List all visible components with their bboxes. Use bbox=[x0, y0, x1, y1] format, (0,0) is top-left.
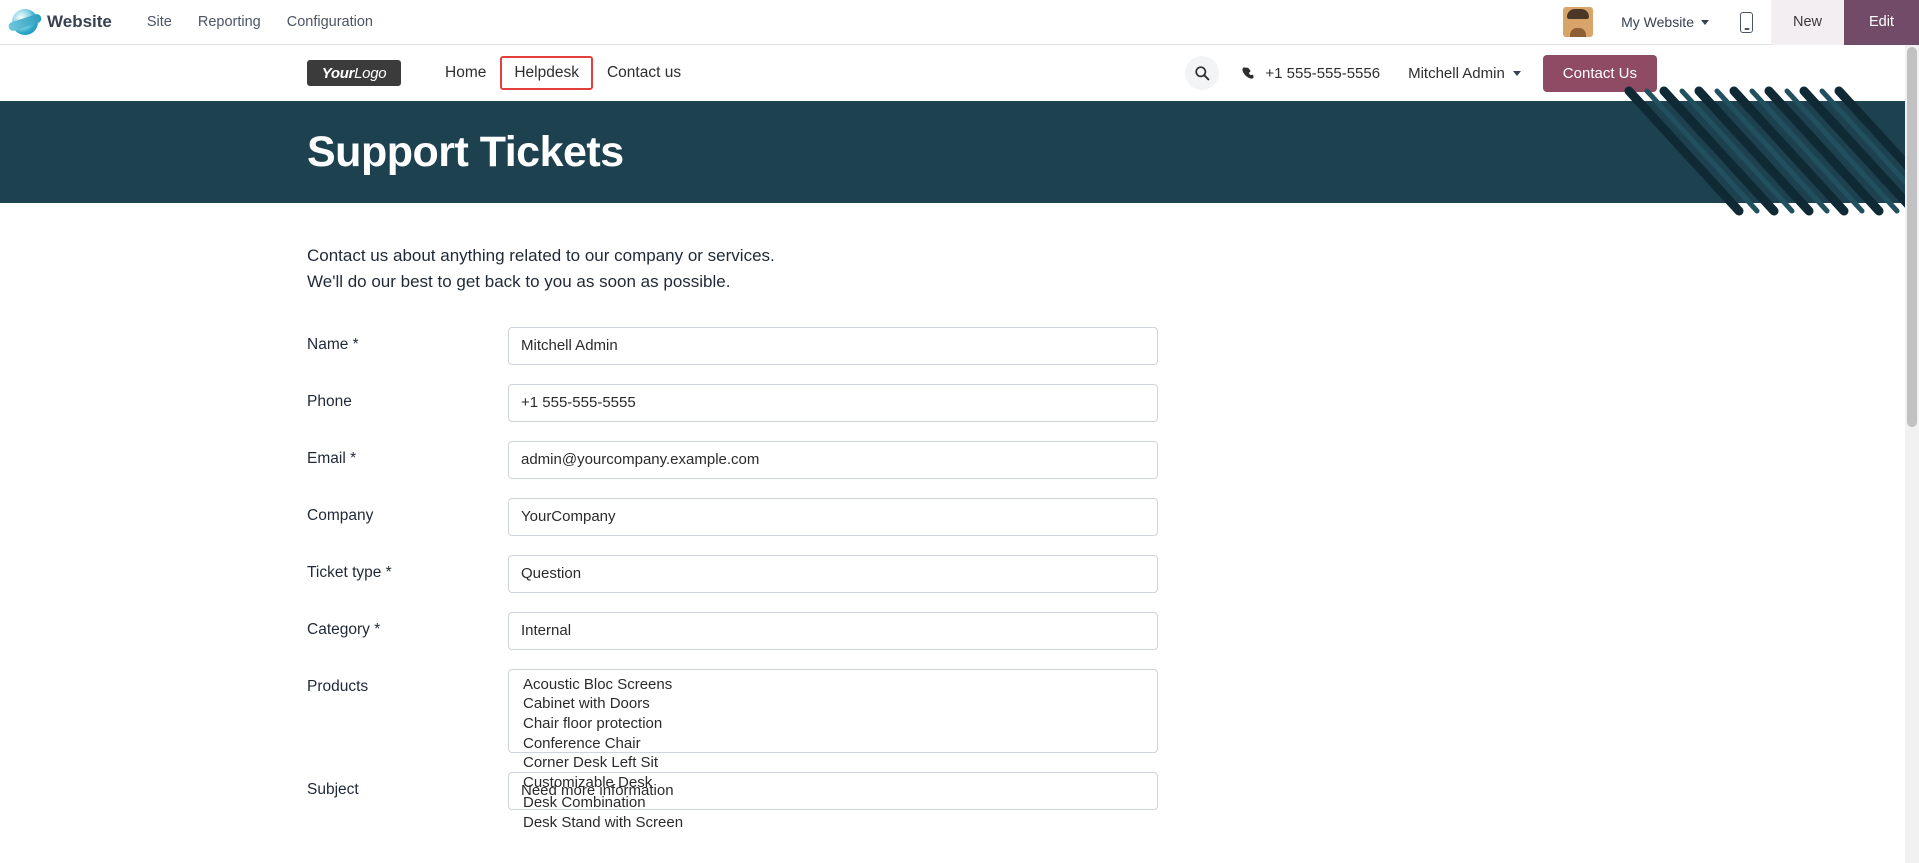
page-scrollbar[interactable] bbox=[1905, 45, 1919, 863]
nav-link-home[interactable]: Home bbox=[445, 64, 487, 81]
label-ticket-type: Ticket type * bbox=[307, 563, 392, 581]
phone-link[interactable] bbox=[1241, 65, 1380, 82]
backend-menu-left bbox=[0, 0, 386, 44]
edit-button[interactable]: Edit bbox=[1844, 0, 1919, 45]
search-icon[interactable] bbox=[1185, 56, 1219, 90]
website-nav-links bbox=[431, 56, 695, 90]
list-item[interactable]: Customizable Desk bbox=[523, 774, 653, 792]
menu-reporting[interactable]: Reporting bbox=[197, 14, 261, 30]
label-email: Email * bbox=[307, 449, 357, 467]
ticket-type-input[interactable] bbox=[508, 555, 1158, 593]
mobile-icon bbox=[1740, 12, 1753, 33]
form-row-email bbox=[307, 441, 1919, 479]
company-input[interactable] bbox=[508, 498, 1158, 536]
list-item[interactable]: Acoustic Bloc Screens bbox=[523, 675, 673, 693]
contact-us-button[interactable]: Contact Us bbox=[1543, 55, 1657, 92]
app-name[interactable]: Website bbox=[47, 12, 112, 31]
label-category: Category * bbox=[307, 620, 381, 638]
phone-icon bbox=[1241, 66, 1256, 81]
user-menu-label: Mitchell Admin bbox=[1408, 64, 1505, 82]
label-products: Products bbox=[307, 677, 369, 695]
label-subject: Subject bbox=[307, 780, 359, 798]
form-row-phone bbox=[307, 384, 1919, 422]
menu-configuration[interactable]: Configuration bbox=[286, 14, 373, 30]
website-selector[interactable] bbox=[1607, 0, 1723, 44]
form-row-company bbox=[307, 498, 1919, 536]
user-menu[interactable] bbox=[1408, 65, 1521, 82]
chevron-down-icon bbox=[1513, 71, 1521, 76]
nav-link-contact-us[interactable]: Contact us bbox=[606, 64, 682, 81]
list-item[interactable]: Desk Stand with Screen bbox=[523, 813, 684, 831]
avatar-image bbox=[1563, 7, 1593, 37]
list-item[interactable]: Corner Desk Left Sit bbox=[523, 754, 659, 772]
label-phone: Phone bbox=[307, 392, 352, 410]
avatar[interactable] bbox=[1563, 7, 1593, 37]
intro-text bbox=[307, 243, 1127, 296]
hero-decoration bbox=[1589, 101, 1919, 203]
form-row-ticket-type bbox=[307, 555, 1919, 593]
mobile-preview-button[interactable] bbox=[1723, 0, 1771, 44]
website-selector-label: My Website bbox=[1621, 14, 1694, 30]
label-name: Name * bbox=[307, 335, 359, 353]
form-row-category bbox=[307, 612, 1919, 650]
category-input[interactable] bbox=[508, 612, 1158, 650]
website-logo-bold: Your bbox=[321, 64, 355, 82]
page-hero bbox=[0, 101, 1919, 203]
email-input[interactable] bbox=[508, 441, 1158, 479]
backend-menu-right bbox=[1563, 0, 1919, 44]
odoo-logo-icon[interactable] bbox=[12, 9, 38, 35]
support-ticket-form bbox=[0, 327, 1919, 831]
phone-input[interactable] bbox=[508, 384, 1158, 422]
new-button[interactable]: New bbox=[1771, 0, 1844, 45]
form-row-name bbox=[307, 327, 1919, 365]
list-item[interactable]: Cabinet with Doors bbox=[523, 695, 650, 713]
page-title: Support Tickets bbox=[307, 127, 624, 176]
chevron-down-icon bbox=[1701, 20, 1709, 25]
phone-number: +1 555-555-5556 bbox=[1265, 64, 1381, 82]
website-logo-light: Logo bbox=[354, 64, 387, 82]
menu-site[interactable]: Site bbox=[146, 14, 172, 30]
name-input[interactable] bbox=[508, 327, 1158, 365]
label-company: Company bbox=[307, 506, 374, 524]
intro-line-2: We'll do our best to get back to you as soon as possible. bbox=[307, 272, 731, 292]
website-logo[interactable] bbox=[307, 60, 401, 86]
intro-line-1: Contact us about anything related to our company or services. bbox=[307, 246, 775, 265]
page-content bbox=[0, 203, 1919, 831]
list-item[interactable]: Desk Combination bbox=[523, 793, 646, 811]
website-frame bbox=[0, 45, 1919, 863]
website-nav-right bbox=[1185, 55, 1657, 92]
products-listbox[interactable] bbox=[508, 669, 1158, 831]
nav-link-helpdesk[interactable]: Helpdesk bbox=[500, 56, 593, 90]
search-icon-glyph bbox=[1194, 65, 1210, 81]
list-item[interactable]: Conference Chair bbox=[523, 734, 641, 752]
backend-system-bar bbox=[0, 0, 1919, 45]
list-item[interactable]: Chair floor protection bbox=[523, 715, 663, 733]
page-scrollbar-thumb[interactable] bbox=[1907, 47, 1917, 427]
